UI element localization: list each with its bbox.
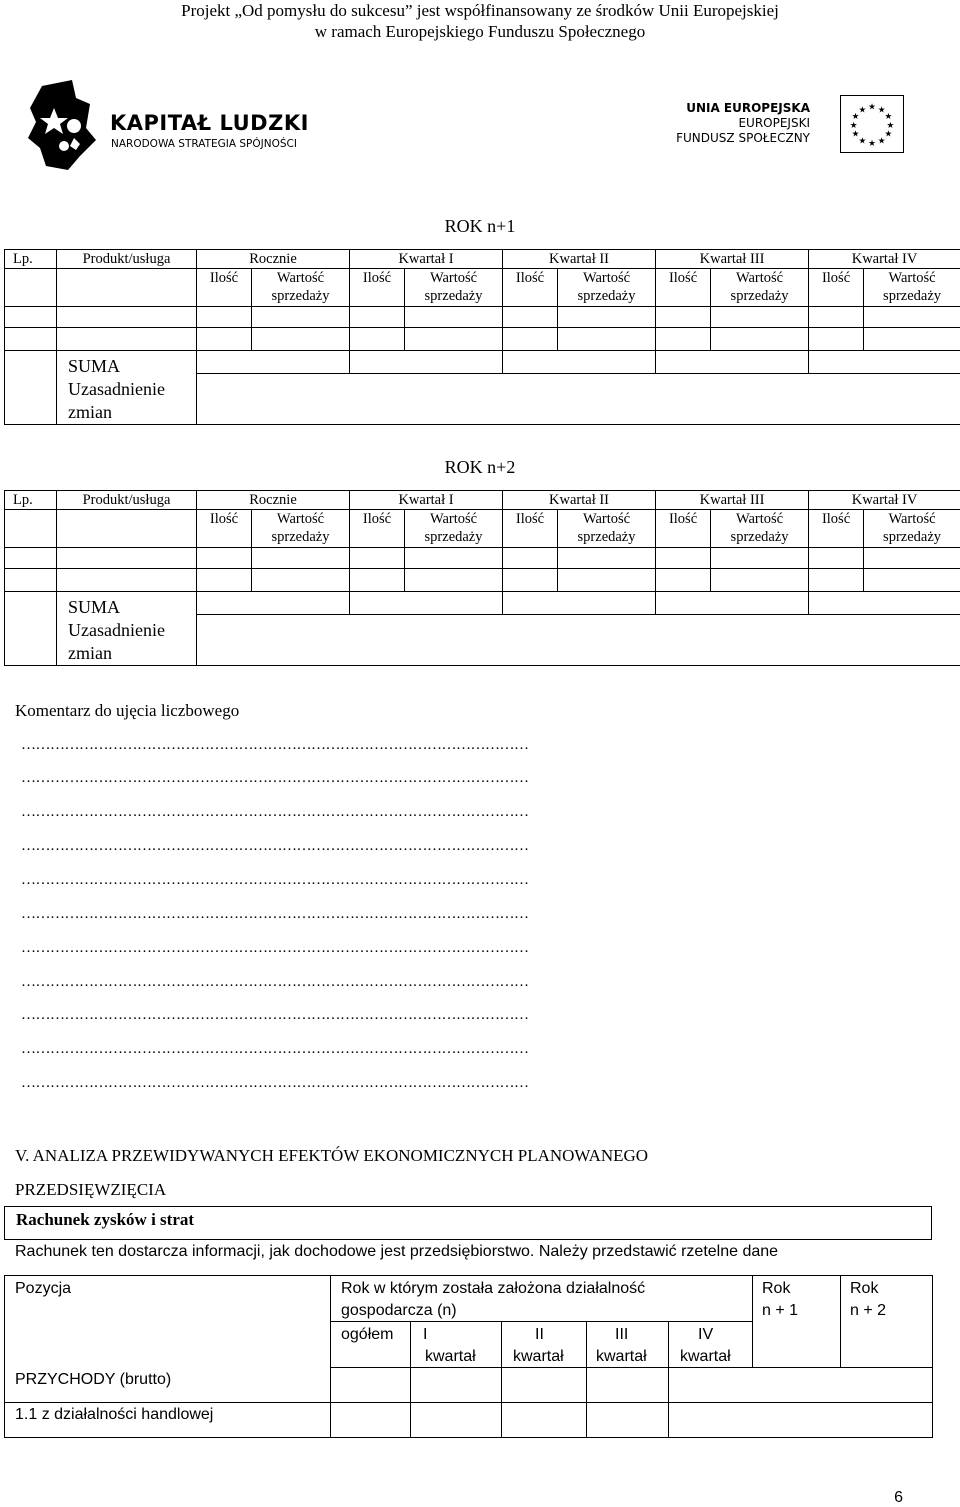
- empty-cell: [57, 510, 197, 548]
- table-row: [5, 307, 960, 328]
- table-cell[interactable]: [252, 569, 350, 592]
- table-cell[interactable]: [711, 569, 809, 592]
- subheader-value: Wartość sprzedaży: [558, 269, 656, 307]
- suma-label-cell: [57, 592, 197, 666]
- subheader-qty: Ilość: [503, 510, 558, 548]
- kapital-ludzki-title: KAPITAŁ LUDZKI: [110, 111, 309, 135]
- pl-header-founding-year-2: gospodarcza (n): [341, 1300, 457, 1322]
- table-cell[interactable]: [57, 307, 197, 328]
- table-cell[interactable]: [809, 548, 864, 569]
- suma-q4-cell[interactable]: [809, 592, 960, 615]
- pl-header-q1-kwartal: kwartał: [425, 1346, 476, 1368]
- suma-q3-cell[interactable]: [656, 592, 809, 615]
- suma-q1-cell[interactable]: [350, 351, 503, 374]
- table-row: [5, 328, 960, 351]
- table-cell[interactable]: [656, 307, 711, 328]
- comment-dotted-line[interactable]: ……………………………………………………………………………………………: [21, 804, 901, 821]
- pl-row-revenue: PRZYCHODY (brutto): [15, 1369, 171, 1391]
- table-cell[interactable]: [5, 328, 57, 351]
- subheader-qty: Ilość: [197, 510, 252, 548]
- header-yearly: Rocznie: [197, 491, 350, 510]
- header-yearly: Rocznie: [197, 250, 350, 269]
- subheader-qty: Ilość: [809, 269, 864, 307]
- table-cell[interactable]: [711, 328, 809, 351]
- pl-header-q2: II: [535, 1324, 544, 1346]
- section-title: [15, 1139, 648, 1207]
- subheader-value: Wartość sprzedaży: [711, 269, 809, 307]
- pl-header-total: ogółem: [341, 1324, 393, 1346]
- table-cell[interactable]: [864, 307, 960, 328]
- section-title-line-2: PRZEDSIĘWZIĘCIA: [15, 1173, 648, 1207]
- header-lp: Lp.: [5, 491, 57, 510]
- comment-label: Komentarz do ujęcia liczbowego: [15, 701, 239, 721]
- header-q2: Kwartał II: [503, 491, 656, 510]
- table-title-rok-n2: ROK n+2: [0, 457, 960, 478]
- eu-logo-line-2: EUROPEJSKI: [665, 116, 810, 131]
- svg-text:★: ★: [878, 136, 886, 146]
- table-cell[interactable]: [57, 569, 197, 592]
- table-cell[interactable]: [864, 328, 960, 351]
- pl-header-q4-kwartal: kwartał: [680, 1346, 731, 1368]
- subheader-qty: Ilość: [197, 269, 252, 307]
- table-cell[interactable]: [864, 569, 960, 592]
- comment-dotted-line[interactable]: ……………………………………………………………………………………………: [21, 906, 901, 923]
- subheader-value: Wartość sprzedaży: [558, 510, 656, 548]
- svg-text:★: ★: [850, 121, 858, 131]
- comment-dotted-line[interactable]: ……………………………………………………………………………………………: [21, 737, 901, 754]
- profit-loss-heading: Rachunek zysków i strat: [4, 1206, 932, 1240]
- table-header-row: [5, 491, 960, 510]
- header-q1: Kwartał I: [350, 491, 503, 510]
- table-cell[interactable]: [350, 548, 405, 569]
- header-q4: Kwartał IV: [809, 491, 960, 510]
- subheader-qty: Ilość: [350, 269, 405, 307]
- eu-logo-text: [665, 101, 810, 146]
- suma-q1-cell[interactable]: [350, 592, 503, 615]
- subheader-value: Wartość sprzedaży: [405, 510, 503, 548]
- suma-label: SUMA: [68, 355, 196, 378]
- table-cell[interactable]: [503, 328, 558, 351]
- justification-label-2: zmian: [68, 642, 196, 665]
- table-cell[interactable]: [711, 307, 809, 328]
- suma-label-cell: [57, 351, 197, 425]
- pl-header-pozycja: Pozycja: [15, 1278, 71, 1300]
- sales-table-rok-n1: [4, 249, 960, 425]
- table-cell[interactable]: [503, 569, 558, 592]
- subheader-qty: Ilość: [656, 269, 711, 307]
- suma-q2-cell[interactable]: [503, 592, 656, 615]
- comment-dotted-line[interactable]: ……………………………………………………………………………………………: [21, 1041, 901, 1058]
- svg-text:★: ★: [886, 121, 894, 131]
- pl-header-q3-kwartal: kwartał: [596, 1346, 647, 1368]
- suma-yearly-cell[interactable]: [197, 351, 350, 374]
- header-product: Produkt/usługa: [57, 491, 197, 510]
- kapital-ludzki-emblem-icon: [24, 78, 104, 173]
- header-product: Produkt/usługa: [57, 250, 197, 269]
- svg-text:★: ★: [858, 136, 866, 146]
- table-cell[interactable]: [252, 548, 350, 569]
- table-cell[interactable]: [57, 328, 197, 351]
- table-cell[interactable]: [252, 328, 350, 351]
- comment-dotted-line[interactable]: ……………………………………………………………………………………………: [21, 838, 901, 855]
- table-cell[interactable]: [656, 569, 711, 592]
- subheader-value: Wartość sprzedaży: [405, 269, 503, 307]
- svg-text:★: ★: [852, 130, 860, 140]
- justification-label: Uzasadnienie: [68, 378, 196, 401]
- table-cell[interactable]: [558, 328, 656, 351]
- table-cell[interactable]: [197, 548, 252, 569]
- table-cell[interactable]: [5, 569, 57, 592]
- pl-header-q1: I: [423, 1324, 427, 1346]
- justification-cell[interactable]: [197, 615, 960, 666]
- table-title-rok-n1: ROK n+1: [0, 216, 960, 237]
- table-cell[interactable]: [405, 569, 503, 592]
- pl-header-q2-kwartal: kwartał: [513, 1346, 564, 1368]
- suma-label: SUMA: [68, 596, 196, 619]
- table-cell[interactable]: [57, 548, 197, 569]
- subheader-qty: Ilość: [809, 510, 864, 548]
- table-cell[interactable]: [503, 548, 558, 569]
- suma-q3-cell[interactable]: [656, 351, 809, 374]
- subheader-value: Wartość sprzedaży: [864, 269, 960, 307]
- pl-header-year-n1: Rok: [762, 1278, 790, 1300]
- pl-header-q4: IV: [698, 1324, 713, 1346]
- empty-cell: [5, 269, 57, 307]
- table-cell[interactable]: [350, 307, 405, 328]
- table-cell[interactable]: [558, 569, 656, 592]
- profit-loss-description: Rachunek ten dostarcza informacji, jak dochodowe jest przedsiębiorstwo. Należy przedstawić rzetelne dane: [15, 1243, 778, 1261]
- header-line-1: Projekt „Od pomysłu do sukcesu” jest współfinansowany ze środków Unii Europejskiej: [0, 0, 960, 22]
- table-cell[interactable]: [5, 548, 57, 569]
- suma-q4-cell[interactable]: [809, 351, 960, 374]
- header-q3: Kwartał III: [656, 250, 809, 269]
- suma-yearly-cell[interactable]: [197, 592, 350, 615]
- table-cell[interactable]: [809, 569, 864, 592]
- header-line-2: w ramach Europejskiego Funduszu Społecznego: [0, 21, 960, 43]
- subheader-qty: Ilość: [656, 510, 711, 548]
- kapital-ludzki-subtitle: NARODOWA STRATEGIA SPÓJNOŚCI: [111, 138, 297, 150]
- subheader-value: Wartość sprzedaży: [252, 510, 350, 548]
- header-lp: Lp.: [5, 250, 57, 269]
- table-cell[interactable]: [350, 569, 405, 592]
- table-subheader-row: [5, 510, 960, 548]
- subheader-value: Wartość sprzedaży: [252, 269, 350, 307]
- header-q1: Kwartał I: [350, 250, 503, 269]
- table-cell[interactable]: [5, 307, 57, 328]
- header-q4: Kwartał IV: [809, 250, 960, 269]
- table-cell[interactable]: [503, 307, 558, 328]
- header-q2: Kwartał II: [503, 250, 656, 269]
- table-cell[interactable]: [197, 569, 252, 592]
- svg-text:★: ★: [885, 130, 893, 140]
- comment-dotted-line[interactable]: ……………………………………………………………………………………………: [21, 1007, 901, 1024]
- table-cell[interactable]: [809, 307, 864, 328]
- eu-logo-line-1: UNIA EUROPEJSKA: [665, 101, 810, 116]
- pl-header-year-n1-label: n + 1: [762, 1300, 798, 1322]
- suma-q2-cell[interactable]: [503, 351, 656, 374]
- eu-logo-line-3: FUNDUSZ SPOŁECZNY: [665, 131, 810, 146]
- table-row: [5, 548, 960, 569]
- table-cell[interactable]: [656, 548, 711, 569]
- comment-dotted-line[interactable]: ……………………………………………………………………………………………: [21, 974, 901, 991]
- subheader-qty: Ilość: [350, 510, 405, 548]
- table-cell[interactable]: [350, 328, 405, 351]
- table-row: [5, 569, 960, 592]
- pl-row-trade: 1.1 z działalności handlowej: [15, 1404, 213, 1426]
- table-cell[interactable]: [197, 307, 252, 328]
- table-cell[interactable]: [864, 548, 960, 569]
- empty-cell: [5, 374, 57, 425]
- profit-loss-table: [4, 1275, 933, 1438]
- pl-header-year-n2: Rok: [850, 1278, 878, 1300]
- page-number: 6: [894, 1489, 903, 1507]
- table-cell[interactable]: [711, 548, 809, 569]
- table-cell[interactable]: [809, 328, 864, 351]
- subheader-qty: Ilość: [503, 269, 558, 307]
- svg-text:★: ★: [852, 112, 860, 122]
- suma-row: [5, 351, 960, 374]
- table-cell[interactable]: [558, 307, 656, 328]
- table-cell[interactable]: [405, 307, 503, 328]
- table-subheader-row: [5, 269, 960, 307]
- header-q3: Kwartał III: [656, 491, 809, 510]
- empty-cell: [5, 592, 57, 615]
- table-cell[interactable]: [656, 328, 711, 351]
- table-cell[interactable]: [405, 548, 503, 569]
- empty-cell: [57, 269, 197, 307]
- suma-row: [5, 592, 960, 615]
- empty-cell: [5, 615, 57, 666]
- comment-dotted-line[interactable]: ……………………………………………………………………………………………: [21, 940, 901, 957]
- pl-header-year-n2-label: n + 2: [850, 1300, 886, 1322]
- pl-header-founding-year: Rok w którym została założona działalność: [341, 1278, 645, 1300]
- subheader-value: Wartość sprzedaży: [864, 510, 960, 548]
- pl-header-q3: III: [615, 1324, 628, 1346]
- empty-cell: [5, 510, 57, 548]
- svg-text:★: ★: [868, 139, 876, 149]
- empty-cell: [5, 351, 57, 374]
- svg-text:★: ★: [885, 112, 893, 122]
- justification-label: Uzasadnienie: [68, 619, 196, 642]
- table-cell[interactable]: [252, 307, 350, 328]
- table-cell[interactable]: [405, 328, 503, 351]
- subheader-value: Wartość sprzedaży: [711, 510, 809, 548]
- comment-dotted-line[interactable]: ……………………………………………………………………………………………: [21, 770, 901, 787]
- sales-table-rok-n2: [4, 490, 960, 666]
- table-cell[interactable]: [197, 328, 252, 351]
- comment-dotted-line[interactable]: ……………………………………………………………………………………………: [21, 1075, 901, 1092]
- section-title-line-1: V. ANALIZA PRZEWIDYWANYCH EFEKTÓW EKONOMICZNYCH PLANOWANEGO: [15, 1139, 648, 1173]
- svg-text:★: ★: [878, 105, 886, 115]
- svg-text:★: ★: [868, 103, 876, 113]
- eu-logo: [665, 95, 910, 157]
- justification-label-2: zmian: [68, 401, 196, 424]
- comment-dotted-line[interactable]: ……………………………………………………………………………………………: [21, 872, 901, 889]
- svg-text:★: ★: [858, 105, 866, 115]
- justification-cell[interactable]: [197, 374, 960, 425]
- eu-flag-icon: [840, 95, 904, 153]
- table-cell[interactable]: [558, 548, 656, 569]
- kapital-ludzki-logo: [24, 78, 324, 173]
- table-header-row: [5, 250, 960, 269]
